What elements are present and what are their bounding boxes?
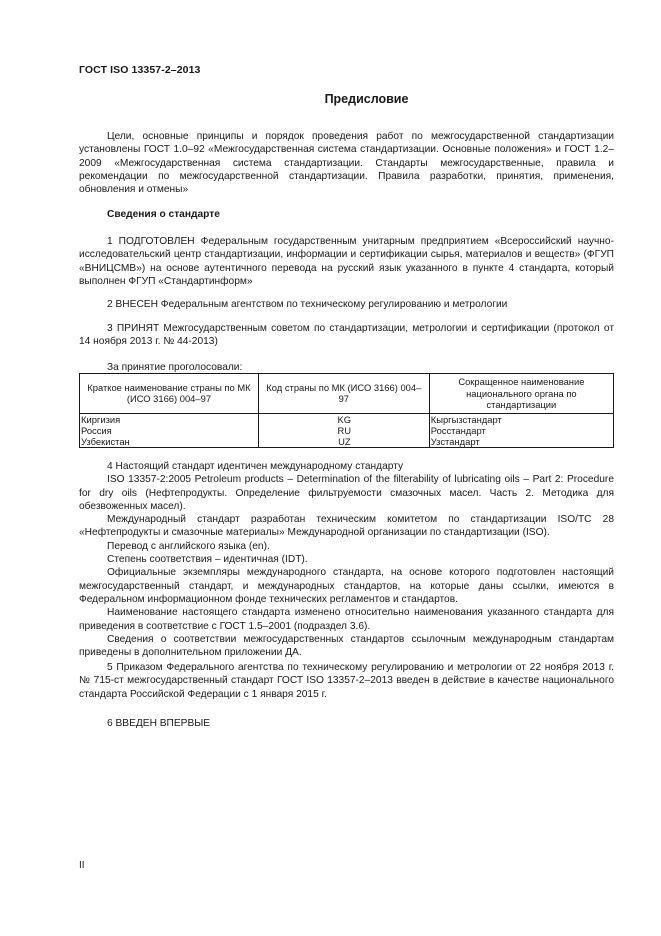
votes-cell-code: RU — [258, 425, 429, 436]
votes-table — [79, 373, 614, 448]
votes-header-code: Код страны по МК (ИСО 3166) 004–97 — [258, 374, 429, 414]
votes-cell-code: UZ — [258, 436, 429, 448]
page-number: II — [79, 860, 85, 871]
item-4-paragraph: Сведения о соответствии межгосударственных стандартов ссылочным международным стандартам приведены в дополнительном приложении ДА. — [79, 633, 614, 659]
votes-cell-country: Россия — [80, 425, 259, 436]
item-3-paragraph: 3 ПРИНЯТ Межгосударственным советом по стандартизации, метрологии и сертификации (протокол от 14 ноября 2013 г. № 44-2013) — [79, 323, 614, 348]
item-1-paragraph: 1 ПОДГОТОВЛЕН Федеральным государственным унитарным предприятием «Всероссийский научно-исследовательский центр стандартизации, информации и сертификации сырья, материалов и веществ» (ФГУП «ВНИЦСМВ») на основе аутентичного перевода на русский язык указанного в пункте 4 стандарта, который выполнен ФГУП «Стандартинформ» — [79, 236, 614, 287]
votes-table-header-row — [80, 374, 614, 414]
item-5-paragraph: 5 Приказом Федерального агентства по техническому регулированию и метрологии от 22 ноября 2013 г. № 715-ст межгосударственный стандарт ГОСТ ISO 13357-2–2013 введен в действие в качестве национального стандарта Российской Федерации с 1 января 2015 г. — [79, 662, 614, 700]
votes-caption: За принятие проголосовали: — [107, 362, 243, 373]
item-4-paragraph: Официальные экземпляры международного стандарта, на основе которого подготовлен настоящий межгосударственный стандарт, и международных стандартов, на которые даны ссылки, имеются в Федеральном информационном фонде технических регламентов и стандартов. — [79, 567, 614, 605]
table-row — [80, 425, 614, 436]
item-4-paragraph: 4 Настоящий стандарт идентичен международному стандарту — [107, 461, 404, 472]
item-5-block — [79, 661, 614, 701]
intro-block — [79, 130, 614, 196]
item-4-block — [79, 460, 614, 659]
votes-header-body: Сокращенное наименование национального органа по стандартизации — [429, 374, 613, 414]
item-4-paragraph: Степень соответствия – идентичная (IDT). — [107, 554, 308, 566]
item-3-block — [79, 322, 614, 349]
votes-cell-country: Киргизия — [80, 413, 259, 425]
section-heading: Сведения о стандарте — [107, 209, 220, 220]
item-4-paragraph: Перевод с английского языка (en). — [107, 540, 270, 552]
votes-header-country: Краткое наименование страны по МК (ИСО 3166) 004–97 — [80, 374, 259, 414]
votes-cell-body: Росстандарт — [429, 425, 613, 436]
item-1-block — [79, 235, 614, 288]
item-2-paragraph: 2 ВНЕСЕН Федеральным агентством по техническому регулированию и метрологии — [107, 299, 508, 310]
votes-cell-country: Узбекистан — [80, 436, 259, 448]
item-4-paragraph: Наименование настоящего стандарта изменено относительно наименования указанного стандарта для приведения в соответствие с ГОСТ 1.5–2001 (подраздел 3.6). — [79, 607, 614, 632]
page-title: Предисловие — [324, 92, 409, 106]
item-6-block — [79, 717, 614, 730]
intro-paragraph: Цели, основные принципы и порядок проведения работ по межгосударственной стандартизации установлены ГОСТ 1.0–92 «Межгосударственная система стандартизации. Основные положения» и ГОСТ 1.2–2009 «Межгосударственная система стандартизации. Стандарты межгосударственные, правила и рекомендации по межгосударственной стандартизации. Правила разработки, принятия, применения, обновления и отмены» — [79, 131, 614, 196]
table-row — [80, 436, 614, 448]
item-6-paragraph: 6 ВВЕДЕН ВПЕРВЫЕ — [107, 718, 211, 729]
section-heading-block — [79, 208, 614, 221]
item-4-paragraph: Международный стандарт разработан техническим комитетом по стандартизации ISO/TC 28 «Нефтепродукты и смазочные материалы» Международной организации по стандартизации (ISO). — [79, 514, 614, 539]
document-code-header: ГОСТ ISO 13357-2–2013 — [79, 64, 201, 76]
votes-cell-code: KG — [258, 413, 429, 425]
votes-cell-body: Кыргызстандарт — [429, 413, 613, 425]
item-4-paragraph: ISO 13357-2:2005 Petroleum products – Determination of the filterability of lubricating oils – Part 2: Procedure for dry oils (Нефтепродукты. Определение фильтруемости смазочных масел. Часть 2. Методика для обезвоженных масел). — [79, 474, 614, 512]
item-2-block — [79, 298, 614, 311]
votes-cell-body: Узстандарт — [429, 436, 613, 448]
table-row — [80, 413, 614, 425]
